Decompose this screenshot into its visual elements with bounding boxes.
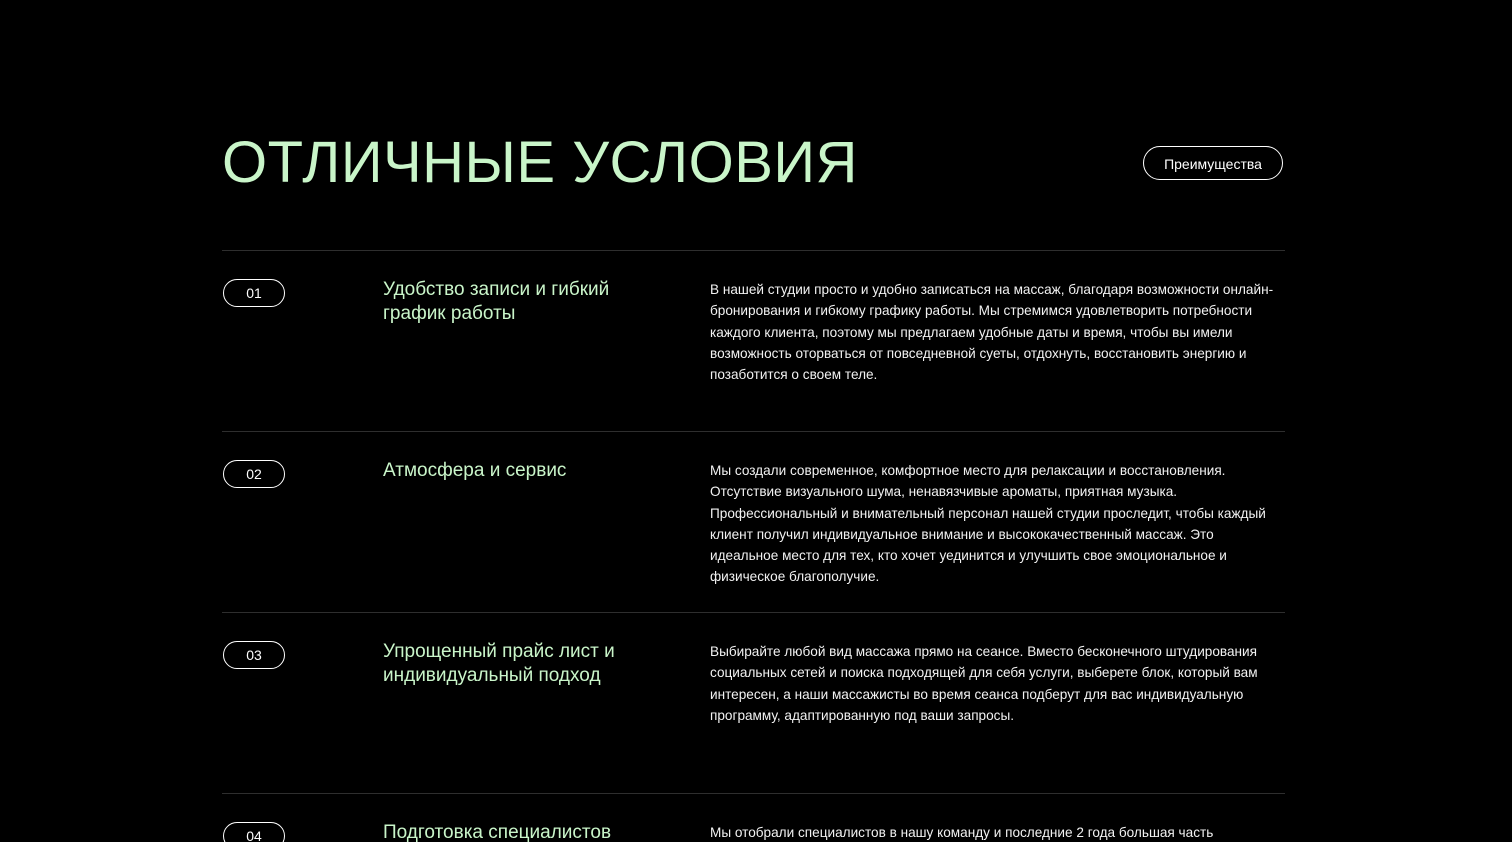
section-title: ОТЛИЧНЫЕ УСЛОВИЯ bbox=[222, 130, 858, 195]
feature-row bbox=[222, 612, 1285, 793]
feature-number-badge: 01 bbox=[223, 279, 285, 307]
feature-number-badge: 03 bbox=[223, 641, 285, 669]
feature-description: Мы отобрали специалистов в нашу команду и последние 2 года большая часть bbox=[710, 825, 1214, 840]
feature-row bbox=[222, 250, 1285, 431]
feature-title: Атмосфера и сервис bbox=[383, 460, 567, 481]
feature-row bbox=[222, 793, 1285, 842]
feature-title: Удобство записи и гибкий график работы bbox=[383, 279, 610, 324]
feature-row bbox=[222, 431, 1285, 612]
feature-description: Мы создали современное, комфортное место для релаксации и восстановления. Отсутствие визуального шума, ненавязчивые ароматы, приятная музыка. Профессиональный и внимательный персонал нашей студии проследит, чтобы каждый клиент получил индивидуальное внимание и высококачественный массаж. Это идеальное место для тех, кто хочет уединится и улучшить свое эмоциональное и физическое благополучие. bbox=[710, 463, 1266, 585]
feature-description: Выбирайте любой вид массажа прямо на сеансе. Вместо бесконечного штудирования социальных сетей и поиска подходящей для себя услуги, выберете блок, который вам интересен, а наши массажисты во время сеанса подберут для вас индивидуальную программу, адаптированную под ваши запросы. bbox=[710, 644, 1258, 723]
features-list bbox=[222, 250, 1285, 842]
feature-description: В нашей студии просто и удобно записаться на массаж, благодаря возможности онлайн-бронирования и гибкому графику работы. Мы стремимся удовлетворить потребности каждого клиента, поэтому мы предлагаем удобные даты и время, чтобы вы имели возможность оторваться от повседневной суеты, отдохнуть, восстановить энергию и позаботится о своем теле. bbox=[710, 282, 1274, 383]
feature-number-badge: 02 bbox=[223, 460, 285, 488]
feature-title: Упрощенный прайс лист и индивидуальный подход bbox=[383, 641, 615, 686]
feature-title: Подготовка специалистов bbox=[383, 822, 612, 842]
advantages-tag-button[interactable]: Преимущества bbox=[1143, 146, 1283, 180]
feature-number-badge: 04 bbox=[223, 822, 285, 842]
